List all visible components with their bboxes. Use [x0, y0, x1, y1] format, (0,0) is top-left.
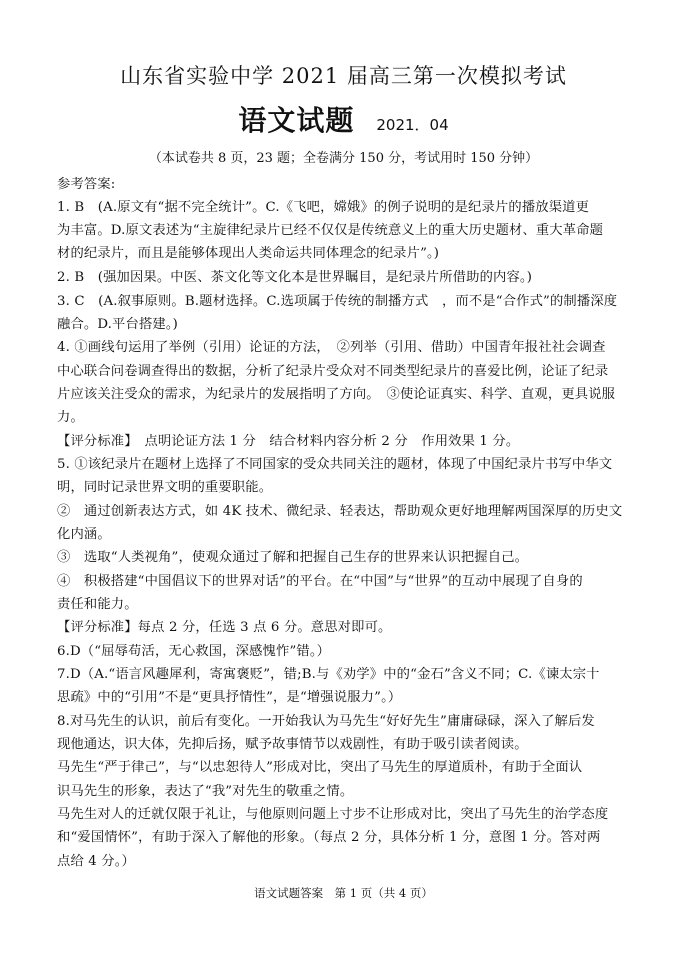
answer-line: 中心联合问卷调查得出的数据，分析了纪录片受众对不同类型纪录片的喜爱比例，论证了纪录 [57, 364, 609, 379]
answer-line: 6.D（“屈辱苟活，无心救国，深感愧怍”错。） [57, 644, 331, 659]
answer-line: 2. B (强加因果。中医、茶文化等文化本是世界瞩目，是纪录片所借助的内容。) [57, 270, 533, 285]
answer-line: 识马先生的形象，表达了“我”对先生的敬重之情。 [57, 784, 354, 799]
answer-line: 马先生对人的迁就仅限于礼让，与他原则问题上寸步不让形成对比，突出了马先生的治学态度 [57, 807, 609, 822]
answer-line: 和“爱国情怀”，有助于深入了解他的形象。（每点 2 分，具体分析 1 分，意图 1 分。答对两 [57, 830, 601, 845]
answer-line: 【评分标准】 点明论证方法 1 分 结合材料内容分析 2 分 作用效果 1 分。 [57, 434, 520, 449]
answer-line: 思疏》中的“引用”不是“更具抒情性”，是“增强说服力”。） [57, 690, 402, 705]
subject-row [0, 99, 687, 139]
answer-line: 责任和能力。 [57, 597, 138, 612]
answer-line: 参考答案: [57, 177, 116, 192]
answer-line: 材的纪录片，而且是能够体现出人类命运共同体理念的纪录片”。) [57, 246, 440, 261]
answer-line: 明，同时记录世界文明的重要职能。 [57, 480, 273, 495]
answer-line: 4. ①画线句运用了举例（引用）论证的方法， ②列举（引用、借助）中国青年报社社会调查 [57, 340, 606, 355]
answer-line: 3. C (A.叙事原则。B.题材选择。C.选项属于传统的制播方式 ，而不是“合作式”的制播深度 [57, 294, 618, 309]
answer-line: 为丰富。D.原文表述为“主旋律纪录片已经不仅仅是传统意义上的重大历史题材、重大革命题 [57, 223, 604, 238]
answer-line: ② 通过创新表达方式，如 4K 技术、微纪录、轻表达，帮助观众更好地理解两国深厚的历史文 [57, 504, 623, 519]
answer-line: 8.对马先生的认识，前后有变化。一开始我认为马先生“好好先生”庸庸碌碌，深入了解后发 [57, 714, 595, 729]
answer-line: 1. B (A.原文有“据不完全统计”。C.《飞吧，嫦娥》的例子说明的是纪录片的播放渠道更 [57, 200, 590, 215]
answer-line: 点给 4 分。） [57, 854, 135, 869]
answer-line: 现他通达，识大体，先抑后扬，赋予故事情节以戏剧性，有助于吸引读者阅读。 [57, 737, 528, 752]
answer-line: 5. ①该纪录片在题材上选择了不同国家的受众共同关注的题材，体现了中国纪录片书写中华文 [57, 457, 613, 472]
answer-line: 化内涵。 [57, 527, 111, 542]
exam-info: （本试卷共 8 页，23 题；全卷满分 150 分，考试用时 150 分钟） [148, 151, 539, 166]
answer-line: 力。 [57, 410, 84, 425]
answer-line: ③ 选取“人类视角”，使观众通过了解和把握自己生存的世界来认识把握自己。 [57, 550, 529, 565]
page-footer: 语文试题答案 第 1 页（共 4 页） [254, 886, 433, 900]
answer-line: 【评分标准】每点 2 分，任选 3 点 6 分。意思对即可。 [57, 620, 392, 635]
answer-line: 马先生“严于律己”，与“以忠恕待人”形成对比，突出了马先生的厚道质朴，有助于全面认 [57, 760, 583, 775]
exam-date: 2021．04 [376, 116, 449, 134]
answer-line: ④ 积极搭建“中国倡议下的世界对话”的平台。在“中国”与“世界”的互动中展现了自身的 [57, 574, 583, 589]
answer-line: 7.D（A.“语言风趣犀利，寄寓褒贬”，错;B.与《劝学》中的“金石”含义不同；C.《谏太宗十 [57, 667, 600, 682]
subject-title: 语文试题 [238, 104, 355, 137]
answer-line: 融合。D.平台搭建。) [57, 317, 178, 332]
exam-title: 山东省实验中学 2021 届高三第一次模拟考试 [120, 64, 567, 88]
answer-line: 片应该关注受众的需求，为纪录片的发展指明了方向。 ③使论证真实、科学、直观，更具说服 [57, 387, 616, 402]
